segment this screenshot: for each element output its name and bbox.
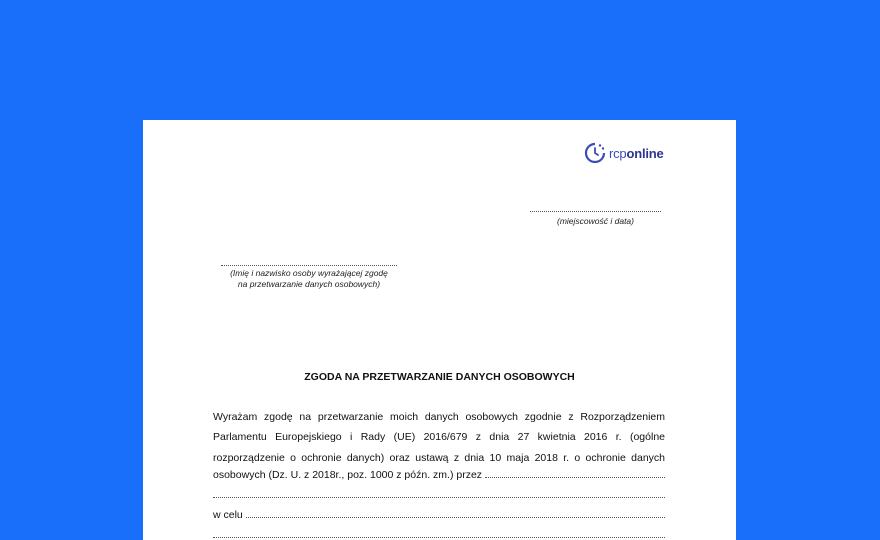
person-caption bbox=[205, 268, 413, 290]
body-line-4: osobowych (Dz. U. z 2018r., poz. 1000 z późn. zm.) przez bbox=[213, 469, 483, 481]
controller-row bbox=[213, 468, 665, 481]
place-date-caption: (miejscowość i data) bbox=[557, 216, 634, 226]
controller-continuation-line[interactable] bbox=[213, 497, 665, 498]
place-date-line bbox=[530, 211, 661, 212]
document-title: ZGODA NA PRZETWARZANIE DANYCH OSOBOWYCH bbox=[304, 371, 575, 383]
purpose-row bbox=[213, 508, 665, 521]
person-caption-line2: na przetwarzanie danych osobowych) bbox=[237, 279, 381, 289]
person-name-line bbox=[221, 265, 397, 266]
purpose-label: w celu bbox=[213, 509, 243, 521]
body-line-3: rozporządzenie o ochronie danych) oraz ustawą z dnia 10 maja 2018 r. o ochronie danych bbox=[213, 451, 665, 464]
person-caption-line1: (Imię i nazwisko osoby wyrażającej zgodę bbox=[230, 268, 388, 278]
body-line-2: Parlamentu Europejskiego i Rady (UE) 2016/679 z dnia 27 kwietnia 2016 r. (ogólne bbox=[213, 431, 665, 444]
body-line-1: Wyrażam zgodę na przetwarzanie moich danych osobowych zgodnie z Rozporządzeniem bbox=[213, 411, 665, 423]
purpose-fill-line[interactable] bbox=[246, 508, 665, 518]
controller-fill-line[interactable] bbox=[485, 468, 665, 478]
rcponline-logo bbox=[584, 142, 664, 164]
document-page bbox=[143, 120, 736, 540]
clock-icon bbox=[584, 142, 606, 164]
consent-paragraph bbox=[213, 407, 665, 468]
purpose-continuation-line[interactable] bbox=[213, 537, 665, 538]
logo-text: rcponline bbox=[609, 145, 664, 161]
